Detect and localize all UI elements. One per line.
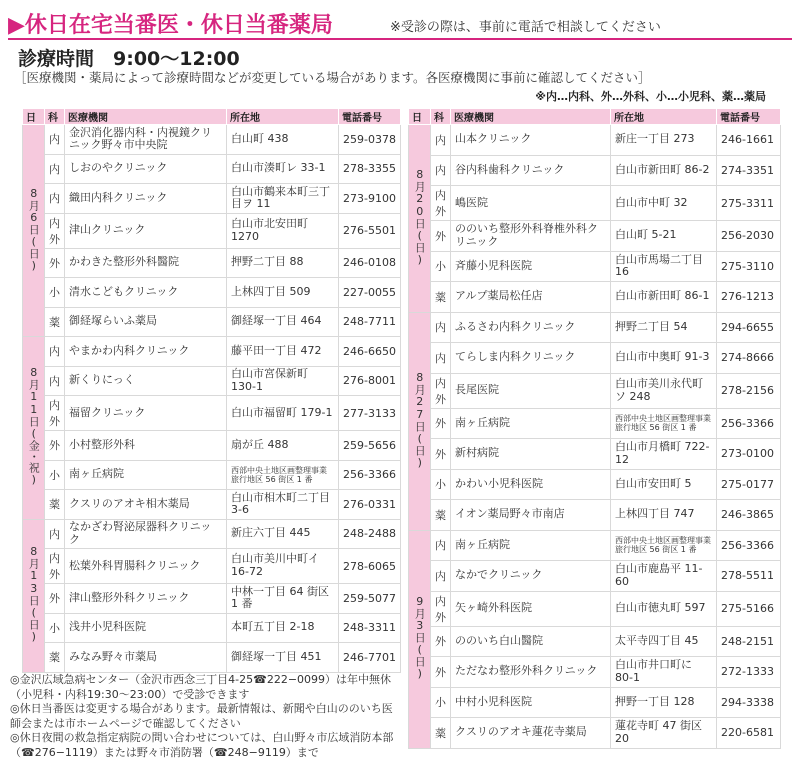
facility-name: 新くりにっく xyxy=(65,366,227,396)
facility-name: 金沢消化器内科・内視鏡クリニック野々市中央院 xyxy=(65,125,227,155)
department-cell: 薬 xyxy=(431,282,451,313)
table-row xyxy=(23,396,401,431)
address-cell: 白山市中町 32 xyxy=(611,186,717,221)
schedule-table-right xyxy=(408,108,781,749)
department-cell: 内外 xyxy=(431,186,451,221)
phone-cell: 259-5077 xyxy=(339,584,401,614)
col-kind: 科 xyxy=(431,109,451,125)
department-cell: 外 xyxy=(45,584,65,614)
address-cell: 押野一丁目 128 xyxy=(611,687,717,718)
header-note: ※受診の際は、事前に電話で相談してください xyxy=(390,20,661,35)
address-cell: 押野二丁目 88 xyxy=(227,248,339,278)
department-cell: 内 xyxy=(431,343,451,374)
table-row xyxy=(23,154,401,184)
address-cell: 白山市井口町に 80-1 xyxy=(611,657,717,688)
address-cell: 上林四丁目 747 xyxy=(611,500,717,531)
phone-cell: 248-2488 xyxy=(339,519,401,549)
facility-name: 長尾医院 xyxy=(451,373,611,408)
col-date: 日 xyxy=(23,109,45,125)
department-cell: 外 xyxy=(431,408,451,439)
department-cell: 内外 xyxy=(431,373,451,408)
phone-cell: 278-5511 xyxy=(717,561,781,592)
address-cell: 新庄一丁目 273 xyxy=(611,125,717,156)
phone-cell: 276-5501 xyxy=(339,213,401,248)
department-cell: 内外 xyxy=(431,591,451,626)
department-cell: 内外 xyxy=(45,213,65,248)
phone-cell: 248-7711 xyxy=(339,307,401,337)
address-cell: 白山市宮保新町 130-1 xyxy=(227,366,339,396)
facility-name: やまかわ内科クリニック xyxy=(65,337,227,367)
footer-note: ◎休日夜間の救急指定病院の問い合わせについては、白山野々市広域消防本部（☎276−1119）または野々市消防署（☎248−9119）まで xyxy=(10,731,394,759)
footer-notes xyxy=(10,673,400,760)
address-cell: 御経塚一丁目 464 xyxy=(227,307,339,337)
table-row xyxy=(409,626,781,657)
footer-note: ◎休日当番医は変更する場合があります。最新情報は、新聞や白山ののいち医師会または市ホームページで確認してください xyxy=(10,702,393,730)
table-row xyxy=(23,337,401,367)
address-cell: 蓮花寺町 47 街区 20 xyxy=(611,718,717,749)
address-cell: 本町五丁目 2-18 xyxy=(227,613,339,643)
facility-name: アルプ薬局松任店 xyxy=(451,282,611,313)
date-cell xyxy=(409,312,431,530)
facility-name: しおのやクリニック xyxy=(65,154,227,184)
facility-name: 斉藤小児科医院 xyxy=(451,251,611,282)
department-cell: 薬 xyxy=(45,643,65,673)
phone-cell: 272-1333 xyxy=(717,657,781,688)
department-cell: 小 xyxy=(431,251,451,282)
table-row xyxy=(409,373,781,408)
address-cell: 白山町 438 xyxy=(227,125,339,155)
col-address: 所在地 xyxy=(611,109,717,125)
facility-name: かわい小児科医院 xyxy=(451,469,611,500)
table-row xyxy=(409,312,781,343)
phone-cell: 246-1661 xyxy=(717,125,781,156)
table-row xyxy=(409,221,781,252)
table-row xyxy=(23,613,401,643)
department-cell: 内 xyxy=(45,125,65,155)
table-row xyxy=(23,460,401,490)
date-label: 8月6日(日) xyxy=(27,186,41,272)
address-cell: 白山市福留町 179-1 xyxy=(227,396,339,431)
phone-cell: 246-3865 xyxy=(717,500,781,531)
department-cell: 小 xyxy=(45,278,65,308)
phone-cell: 278-3355 xyxy=(339,154,401,184)
department-cell: 内 xyxy=(45,154,65,184)
table-row xyxy=(409,530,781,561)
phone-cell: 277-3133 xyxy=(339,396,401,431)
address-cell: 西部中央土地区画整理事業旅行地区 56 街区 1 番 xyxy=(227,460,339,490)
table-row xyxy=(409,343,781,374)
facility-name: 松葉外科胃腸科クリニック xyxy=(65,549,227,584)
phone-cell: 248-2151 xyxy=(717,626,781,657)
table-row xyxy=(23,307,401,337)
phone-cell: 256-3366 xyxy=(339,460,401,490)
address-cell: 白山市美川中町イ 16-72 xyxy=(227,549,339,584)
table-row xyxy=(409,687,781,718)
department-cell: 内外 xyxy=(45,549,65,584)
table-row xyxy=(23,519,401,549)
facility-name: 織田内科クリニック xyxy=(65,184,227,214)
date-cell xyxy=(409,530,431,748)
department-cell: 外 xyxy=(431,221,451,252)
date-cell xyxy=(23,337,45,520)
department-cell: 外 xyxy=(45,431,65,461)
col-phone: 電話番号 xyxy=(717,109,781,125)
table-row xyxy=(23,643,401,673)
address-cell: 白山市湊町レ 33-1 xyxy=(227,154,339,184)
facility-name: 福留クリニック xyxy=(65,396,227,431)
facility-name: 津山クリニック xyxy=(65,213,227,248)
phone-cell: 273-0100 xyxy=(717,439,781,470)
phone-cell: 256-3366 xyxy=(717,408,781,439)
facility-name: 南ヶ丘病院 xyxy=(65,460,227,490)
col-name: 医療機関 xyxy=(451,109,611,125)
phone-cell: 248-3311 xyxy=(339,613,401,643)
department-cell: 内 xyxy=(45,337,65,367)
facility-name: ふるさわ内科クリニック xyxy=(451,312,611,343)
facility-name: みなみ野々市薬局 xyxy=(65,643,227,673)
facility-name: 山本クリニック xyxy=(451,125,611,156)
phone-cell: 275-3110 xyxy=(717,251,781,282)
facility-name: 浅井小児科医院 xyxy=(65,613,227,643)
facility-name: ののいち白山醫院 xyxy=(451,626,611,657)
facility-name: なかざわ腎泌尿器科クリニック xyxy=(65,519,227,549)
phone-cell: 274-8666 xyxy=(717,343,781,374)
address-cell: 中林一丁目 64 街区 1 番 xyxy=(227,584,339,614)
address-cell: 白山市美川永代町ソ 248 xyxy=(611,373,717,408)
department-cell: 内 xyxy=(45,519,65,549)
facility-name: ののいち整形外科脊椎外科クリニック xyxy=(451,221,611,252)
phone-cell: 246-6650 xyxy=(339,337,401,367)
department-cell: 内 xyxy=(431,530,451,561)
address-cell: 西部中央土地区画整理事業旅行地区 56 街区 1 番 xyxy=(611,530,717,561)
phone-cell: 275-3311 xyxy=(717,186,781,221)
phone-cell: 259-0378 xyxy=(339,125,401,155)
table-row xyxy=(409,186,781,221)
date-label: 8月20日(日) xyxy=(413,167,427,266)
table-row xyxy=(409,125,781,156)
col-name: 医療機関 xyxy=(65,109,227,125)
facility-name: 御経塚らいふ薬局 xyxy=(65,307,227,337)
schedule-table-left xyxy=(22,108,401,673)
address-cell: 白山市月橋町 722-12 xyxy=(611,439,717,470)
address-cell: 藤平田一丁目 472 xyxy=(227,337,339,367)
table-row xyxy=(409,282,781,313)
department-cell: 内外 xyxy=(45,396,65,431)
phone-cell: 275-0177 xyxy=(717,469,781,500)
date-label: 9月3日(日) xyxy=(413,595,427,681)
table-row xyxy=(23,213,401,248)
header-rule xyxy=(8,38,792,40)
facility-name: 新村病院 xyxy=(451,439,611,470)
address-cell: 太平寺四丁目 45 xyxy=(611,626,717,657)
table-row xyxy=(409,408,781,439)
department-cell: 薬 xyxy=(45,490,65,520)
address-cell: 新庄六丁目 445 xyxy=(227,519,339,549)
department-cell: 外 xyxy=(431,626,451,657)
table-row xyxy=(409,155,781,186)
facility-name: なかでクリニック xyxy=(451,561,611,592)
address-cell: 白山市徳丸町 597 xyxy=(611,591,717,626)
page-header xyxy=(0,6,800,36)
facility-name: 南ヶ丘病院 xyxy=(451,530,611,561)
facility-name: クスリのアオキ蓮花寺薬局 xyxy=(451,718,611,749)
address-cell: 白山市中奥町 91-3 xyxy=(611,343,717,374)
department-cell: 薬 xyxy=(431,718,451,749)
date-cell xyxy=(23,125,45,337)
abbreviation-legend: ※内…内科、外…外科、小…小児科、薬…薬局 xyxy=(535,90,766,103)
footer-note: ◎金沢広域急病センター（金沢市西念三丁目4-25☎222−0099）は年中無休（小児科・内科19:30〜23:00）で受診できます xyxy=(10,673,392,701)
department-cell: 内 xyxy=(431,155,451,186)
phone-cell: 276-1213 xyxy=(717,282,781,313)
page-title: ▶休日在宅当番医・休日当番薬局 xyxy=(8,13,333,38)
consultation-hours: 診療時間 9:00〜12:00 xyxy=(18,48,240,70)
address-cell: 西部中央土地区画整理事業旅行地区 56 街区 1 番 xyxy=(611,408,717,439)
department-cell: 外 xyxy=(431,439,451,470)
col-kind: 科 xyxy=(45,109,65,125)
department-cell: 小 xyxy=(431,687,451,718)
facility-name: かわきた整形外科醫院 xyxy=(65,248,227,278)
phone-cell: 294-6655 xyxy=(717,312,781,343)
phone-cell: 278-6065 xyxy=(339,549,401,584)
department-cell: 小 xyxy=(45,613,65,643)
department-cell: 内 xyxy=(431,561,451,592)
date-cell xyxy=(23,519,45,672)
phone-cell: 273-9100 xyxy=(339,184,401,214)
department-cell: 小 xyxy=(431,469,451,500)
address-cell: 白山市安田町 5 xyxy=(611,469,717,500)
table-row xyxy=(409,718,781,749)
table-row xyxy=(409,251,781,282)
table-row xyxy=(23,490,401,520)
phone-cell: 274-3351 xyxy=(717,155,781,186)
facility-name: 清水こどもクリニック xyxy=(65,278,227,308)
phone-cell: 278-2156 xyxy=(717,373,781,408)
facility-name: 谷内科歯科クリニック xyxy=(451,155,611,186)
table-row xyxy=(409,500,781,531)
table-row xyxy=(23,584,401,614)
date-label: 8月13日(日) xyxy=(27,545,41,644)
table-row xyxy=(23,248,401,278)
col-address: 所在地 xyxy=(227,109,339,125)
facility-name: てらしま内科クリニック xyxy=(451,343,611,374)
table-row xyxy=(409,591,781,626)
date-label: 8月11日(金・祝) xyxy=(27,366,41,487)
phone-cell: 259-5656 xyxy=(339,431,401,461)
table-row xyxy=(23,549,401,584)
address-cell: 白山市新田町 86-1 xyxy=(611,282,717,313)
facility-name: イオン薬局野々市南店 xyxy=(451,500,611,531)
department-cell: 薬 xyxy=(45,307,65,337)
table-row xyxy=(23,184,401,214)
department-cell: 小 xyxy=(45,460,65,490)
facility-name: 中村小児科医院 xyxy=(451,687,611,718)
facility-name: 小村整形外科 xyxy=(65,431,227,461)
phone-cell: 275-5166 xyxy=(717,591,781,626)
address-cell: 御経塚一丁目 451 xyxy=(227,643,339,673)
department-cell: 内 xyxy=(45,366,65,396)
table-row xyxy=(409,439,781,470)
department-cell: 内 xyxy=(431,312,451,343)
address-cell: 白山市北安田町 1270 xyxy=(227,213,339,248)
facility-name: 南ヶ丘病院 xyxy=(451,408,611,439)
address-cell: 白山市鹿島平 11-60 xyxy=(611,561,717,592)
address-cell: 白山町 5-21 xyxy=(611,221,717,252)
department-cell: 薬 xyxy=(431,500,451,531)
address-cell: 白山市新田町 86-2 xyxy=(611,155,717,186)
department-cell: 外 xyxy=(45,248,65,278)
address-cell: 押野二丁目 54 xyxy=(611,312,717,343)
table-row xyxy=(23,366,401,396)
table-row xyxy=(409,657,781,688)
address-cell: 上林四丁目 509 xyxy=(227,278,339,308)
table-row xyxy=(23,125,401,155)
phone-cell: 220-6581 xyxy=(717,718,781,749)
col-phone: 電話番号 xyxy=(339,109,401,125)
address-cell: 扇が丘 488 xyxy=(227,431,339,461)
phone-cell: 276-0331 xyxy=(339,490,401,520)
phone-cell: 256-3366 xyxy=(717,530,781,561)
department-cell: 外 xyxy=(431,657,451,688)
date-cell xyxy=(409,125,431,313)
phone-cell: 294-3338 xyxy=(717,687,781,718)
address-cell: 白山市鶴来本町三丁目ヲ 11 xyxy=(227,184,339,214)
phone-cell: 276-8001 xyxy=(339,366,401,396)
phone-cell: 246-0108 xyxy=(339,248,401,278)
table-row xyxy=(409,469,781,500)
facility-name: ただなわ整形外科クリニック xyxy=(451,657,611,688)
department-cell: 内 xyxy=(431,125,451,156)
facility-name: 嶋医院 xyxy=(451,186,611,221)
facility-name: クスリのアオキ相木薬局 xyxy=(65,490,227,520)
table-row xyxy=(409,561,781,592)
department-cell: 内 xyxy=(45,184,65,214)
phone-cell: 227-0055 xyxy=(339,278,401,308)
address-cell: 白山市相木町二丁目 3-6 xyxy=(227,490,339,520)
change-notice: ［医療機関・薬局によって診療時間などが変更している場合があります。各医療機関に事前に確認してください］ xyxy=(14,70,651,85)
table-row xyxy=(23,278,401,308)
table-row xyxy=(23,431,401,461)
date-label: 8月27日(日) xyxy=(413,370,427,469)
phone-cell: 256-2030 xyxy=(717,221,781,252)
facility-name: 矢ヶ崎外科医院 xyxy=(451,591,611,626)
address-cell: 白山市馬場二丁目 16 xyxy=(611,251,717,282)
col-date: 日 xyxy=(409,109,431,125)
facility-name: 津山整形外科クリニック xyxy=(65,584,227,614)
phone-cell: 246-7701 xyxy=(339,643,401,673)
